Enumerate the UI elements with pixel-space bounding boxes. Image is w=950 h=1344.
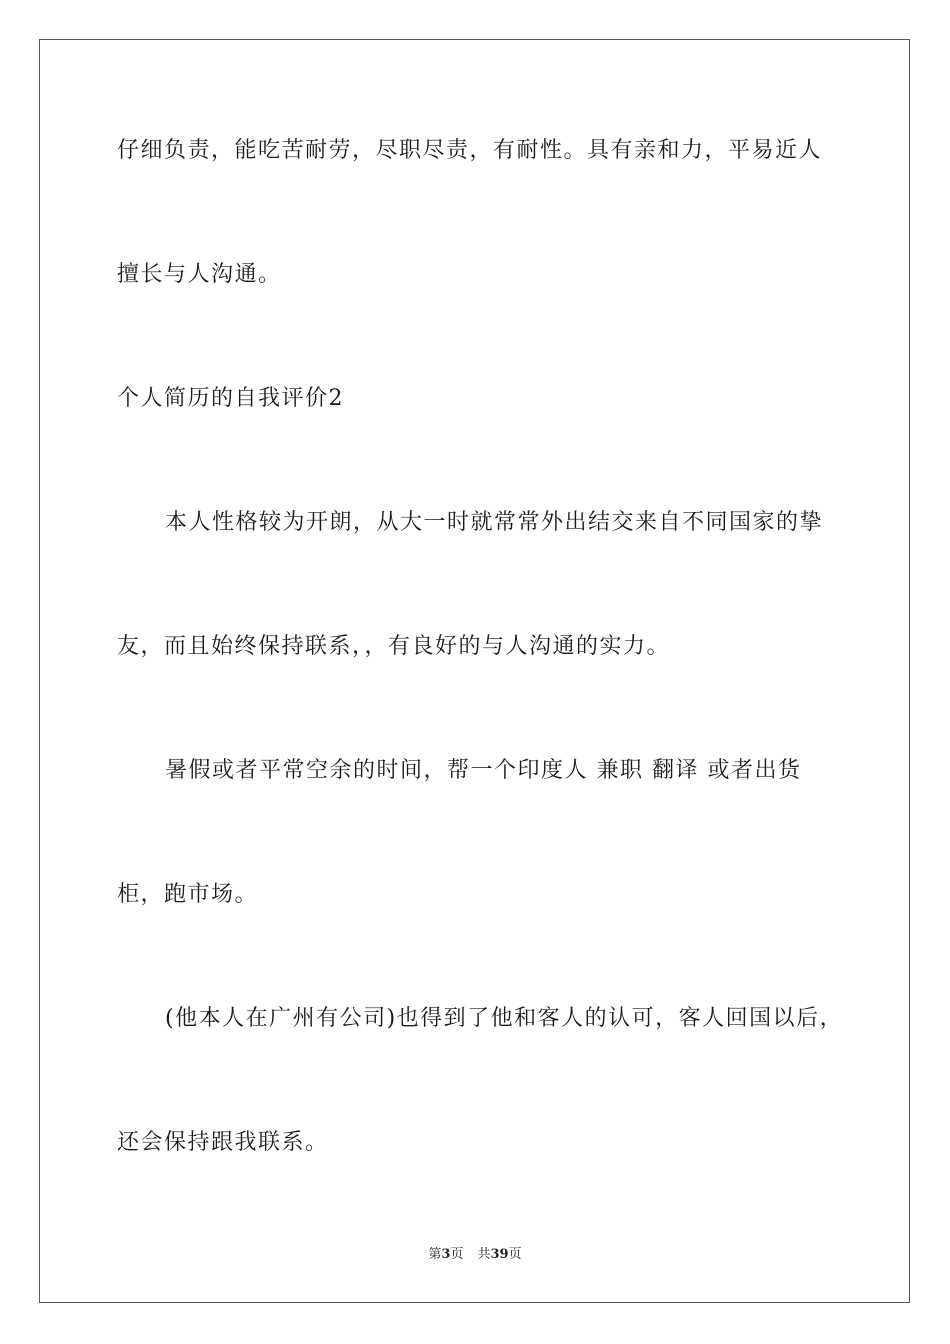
section-heading: 个人简历的自我评价2	[117, 386, 344, 411]
body-line-3: 本人性格较为开朗，从大一时就常常外出结交来自不同国家的挚	[165, 510, 824, 535]
body-line-8: 还会保持跟我联系。	[117, 1130, 329, 1155]
body-line-1: 仔细负责，能吃苦耐劳，尽职尽责，有耐性。具有亲和力，平易近人	[117, 138, 823, 163]
footer-total-prefix: 共	[477, 1247, 491, 1262]
body-line-4: 友，而且始终保持联系，，有良好的与人沟通的实力。	[117, 634, 671, 659]
footer-page-suffix: 页	[450, 1247, 464, 1262]
body-line-2: 擅长与人沟通。	[117, 262, 282, 287]
body-line-7: (他本人在广州有公司)也得到了他和客人的认可，客人回国以后，	[165, 1006, 844, 1031]
footer-total-suffix: 页	[508, 1247, 522, 1262]
body-line-6: 柜，跑市场。	[117, 882, 259, 907]
page-footer	[0, 1246, 950, 1264]
footer-page-prefix: 第	[428, 1247, 442, 1262]
page-border	[39, 39, 910, 1303]
body-line-5: 暑假或者平常空余的时间，帮一个印度人 兼职 翻译 或者出货	[165, 758, 802, 783]
footer-page-number: 3	[441, 1247, 451, 1262]
footer-total-pages: 39	[490, 1247, 509, 1262]
